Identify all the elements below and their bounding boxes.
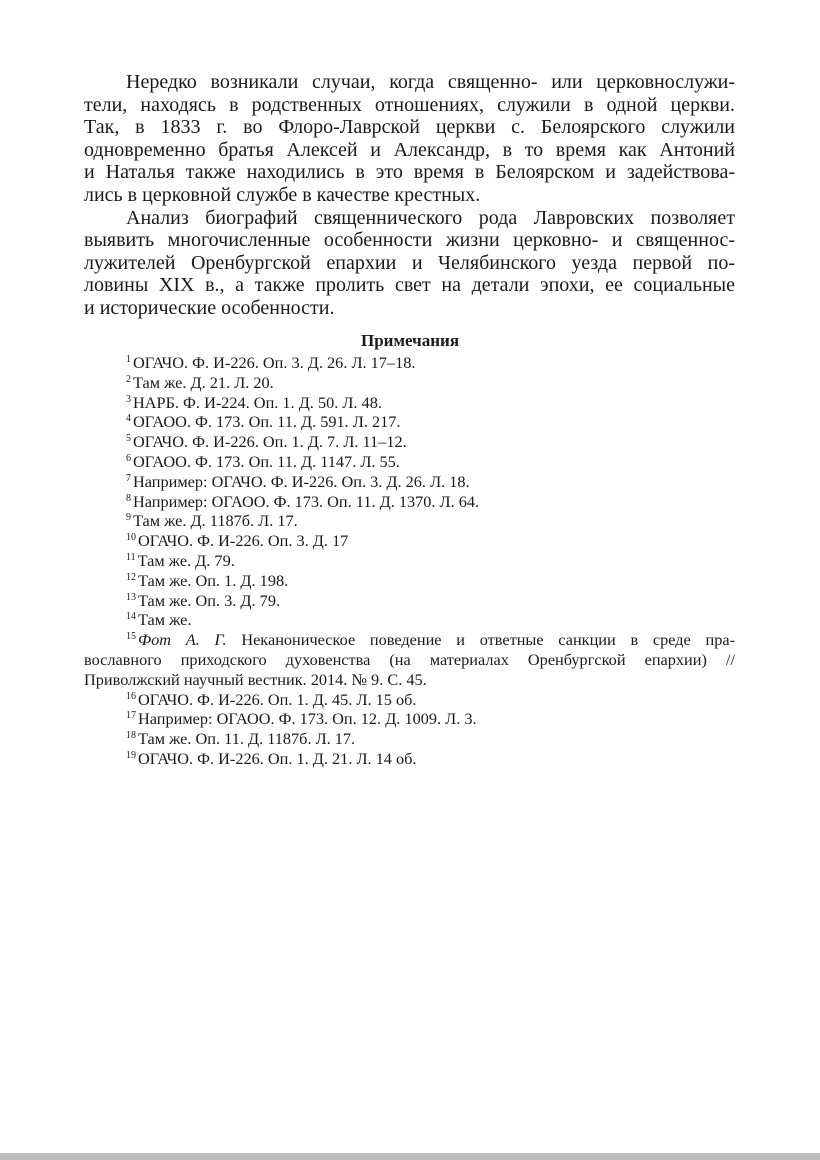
page-bottom-border (0, 1153, 820, 1160)
note-number: 15 (126, 631, 136, 643)
note-text: Там же. (138, 610, 192, 630)
paragraph-line: лужителей Оренбургской епархии и Челябинского уезда первой по- (84, 251, 735, 274)
note-number: 1 (126, 354, 131, 365)
paragraph-line: выявить многочисленные особенности жизни церковно- и священнос- (84, 229, 735, 252)
note-item (84, 591, 735, 611)
paragraph-line: Анализ биографий священнического рода Лавровских позволяет (126, 206, 735, 229)
note-item (84, 551, 735, 571)
note-item (84, 373, 735, 393)
paragraph-line: ловины XIX в., а также пролить свет на детали эпохи, ее социальные (84, 274, 735, 297)
note-text: Там же. Оп. 1. Д. 198. (138, 570, 289, 590)
paragraph-line: Так, в 1833 г. во Флоро-Лаврской церкви с. Белоярского служили (84, 116, 735, 139)
paragraph-line: и исторические особенности. (84, 296, 335, 319)
paragraph-line: лись в церковной службе в качестве крестных. (84, 183, 481, 206)
note-number: 4 (126, 413, 131, 425)
note-number: 14 (126, 611, 136, 623)
note-item (84, 412, 735, 432)
note-item (84, 492, 735, 512)
note-number: 11 (126, 551, 136, 563)
note-number: 8 (126, 492, 131, 504)
note-text: ОГАЧО. Ф. И-226. Оп. 1. Д. 45. Л. 15 об. (138, 689, 417, 709)
note-text: Например: ОГАЧО. Ф. И-226. Оп. 3. Д. 26. Л. 18. (133, 471, 470, 491)
note-number: 18 (126, 730, 136, 742)
note-item (84, 472, 735, 492)
note-text: ОГАЧО. Ф. И-226. Оп. 3. Д. 17 (138, 531, 349, 551)
note-text: Там же. Д. 79. (137, 550, 235, 570)
note-item (84, 571, 735, 591)
note-item (84, 452, 735, 472)
note-item (84, 353, 735, 373)
note-text: ОГАЧО. Ф. И-226. Оп. 1. Д. 21. Л. 14 об. (138, 748, 417, 768)
paragraph-line: и Наталья также находились в это время в Белоярском и задействова- (84, 161, 735, 184)
note-item (84, 630, 735, 650)
note-item (84, 709, 735, 729)
note-number: 12 (126, 571, 136, 583)
note-number: 6 (126, 452, 131, 464)
notes-list (84, 353, 735, 769)
note-item (84, 511, 735, 531)
note-text: Там же. Оп. 3. Д. 79. (138, 590, 281, 610)
note-text: ОГАЧО. Ф. И-226. Оп. 1. Д. 7. Л. 11–12. (133, 432, 407, 452)
note-item (84, 729, 735, 749)
note-number: 16 (126, 690, 136, 702)
note-continuation: вославного приходского духовенства (на материалах Оренбургской епархии) // (84, 649, 735, 669)
note-item (84, 531, 735, 551)
note-text: Неканоническое поведение и ответные санкции в среде пра- (226, 630, 735, 650)
note-text: Там же. Оп. 11. Д. 1187б. Л. 17. (138, 729, 356, 749)
note-number: 5 (126, 433, 131, 445)
note-number: 13 (126, 591, 136, 603)
note-text: Например: ОГАОО. Ф. 173. Оп. 12. Д. 1009. Л. 3. (138, 709, 477, 729)
paragraph-line: одновременно братья Алексей и Александр, в то время как Антоний (84, 138, 735, 161)
note-text: Например: ОГАОО. Ф. 173. Оп. 11. Д. 1370. Л. 64. (133, 491, 480, 511)
note-text: НАРБ. Ф. И-224. Оп. 1. Д. 50. Л. 48. (133, 392, 382, 412)
note-continuation: Приволжский научный вестник. 2014. № 9. С. 45. (84, 669, 427, 689)
note-text: ОГАОО. Ф. 173. Оп. 11. Д. 1147. Л. 55. (133, 451, 400, 471)
note-number: 19 (126, 749, 136, 761)
note-number: 10 (126, 532, 136, 544)
paragraph-line: Нередко возникали случаи, когда священно- или церковнослужи- (126, 71, 735, 93)
notes-heading: Примечания (360, 331, 460, 350)
paragraph-line: тели, находясь в родственных отношениях, служили в одной церкви. (84, 93, 735, 116)
note-author: Фот А. Г. (138, 630, 227, 650)
note-item (84, 393, 735, 413)
note-number: 17 (126, 710, 136, 722)
note-item (84, 432, 735, 452)
note-text: ОГАОО. Ф. 173. Оп. 11. Д. 591. Л. 217. (133, 412, 401, 432)
note-item (84, 690, 735, 710)
note-text: Там же. Д. 21. Л. 20. (133, 372, 274, 392)
note-text: ОГАЧО. Ф. И-226. Оп. 3. Д. 26. Л. 17–18. (133, 353, 416, 372)
note-number: 2 (126, 373, 131, 385)
note-number: 3 (126, 393, 131, 405)
note-number: 7 (126, 472, 131, 484)
body-text (84, 71, 735, 320)
note-text: Там же. Д. 1187б. Л. 17. (133, 511, 298, 531)
note-item (84, 610, 735, 630)
note-item (84, 749, 735, 769)
note-number: 9 (126, 512, 131, 524)
